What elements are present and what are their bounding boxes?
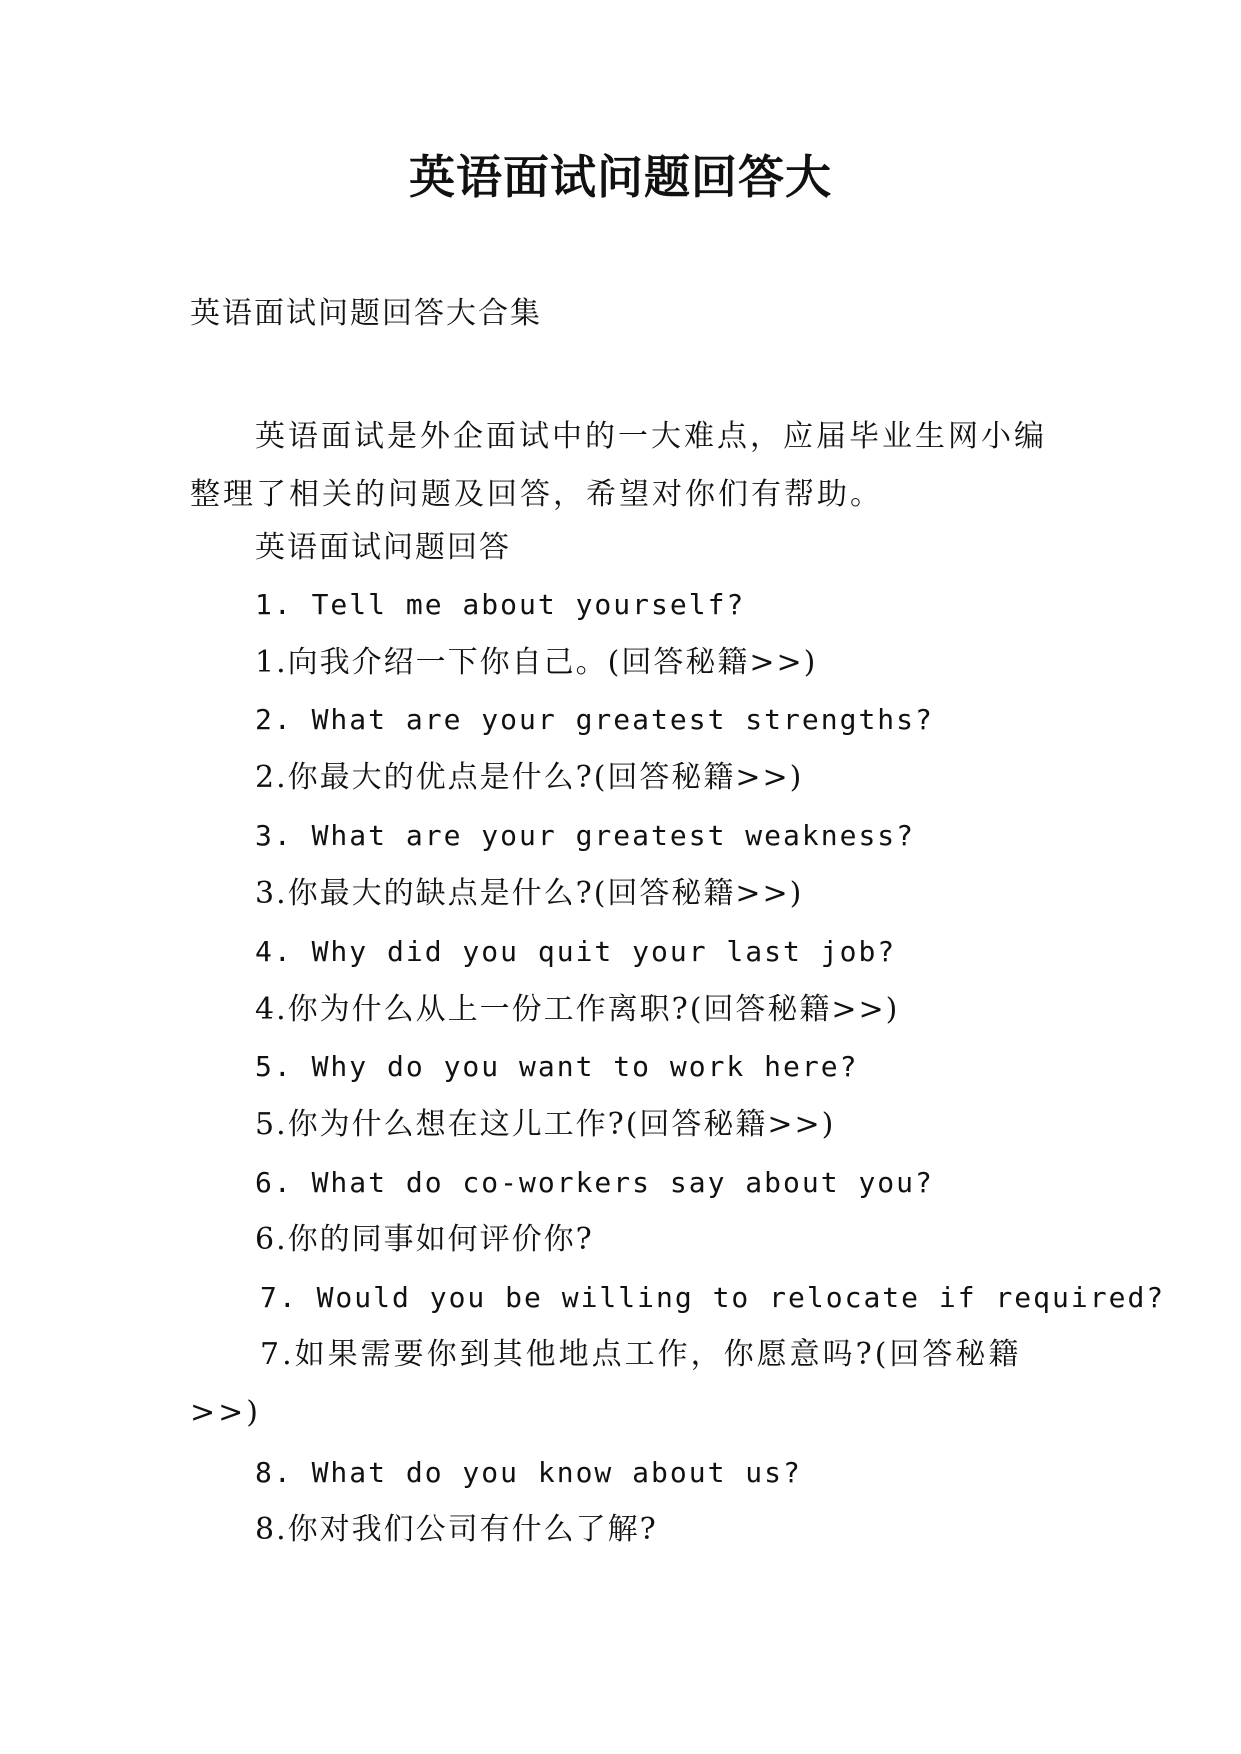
question-en-5: 5. Why do you want to work here? — [255, 1050, 859, 1083]
question-zh-7: 7.如果需要你到其他地点工作，你愿意吗?(回答秘籍>>) — [190, 1337, 1022, 1430]
question-en-7: 7. Would you be willing to relocate if required? — [260, 1281, 1166, 1314]
document-subtitle: 英语面试问题回答大合集 — [190, 296, 542, 331]
question-zh-1: 1.向我介绍一下你自己。(回答秘籍>>) — [255, 645, 818, 680]
question-zh-3: 3.你最大的缺点是什么?(回答秘籍>>) — [255, 876, 804, 911]
section-heading: 英语面试问题回答 — [255, 530, 511, 565]
question-en-3: 3. What are your greatest weakness? — [255, 819, 916, 852]
question-zh-5: 5.你为什么想在这儿工作?(回答秘籍>>) — [255, 1107, 836, 1142]
document-title: 英语面试问题回答大 — [409, 150, 832, 204]
question-zh-4: 4.你为什么从上一份工作离职?(回答秘籍>>) — [255, 992, 900, 1027]
question-zh-8: 8.你对我们公司有什么了解? — [255, 1512, 658, 1547]
question-en-6: 6. What do co-workers say about you? — [255, 1166, 934, 1199]
question-en-1: 1. Tell me about yourself? — [255, 588, 746, 621]
question-en-4: 4. Why did you quit your last job? — [255, 935, 897, 968]
intro-paragraph: 英语面试是外企面试中的一大难点，应届毕业生网小编整理了相关的问题及回答，希望对你们有帮助。 — [190, 419, 1047, 512]
question-en-2: 2. What are your greatest strengths? — [255, 703, 934, 736]
question-en-8: 8. What do you know about us? — [255, 1456, 802, 1489]
question-zh-6: 6.你的同事如何评价你? — [255, 1222, 594, 1257]
question-zh-2: 2.你最大的优点是什么?(回答秘籍>>) — [255, 760, 804, 795]
